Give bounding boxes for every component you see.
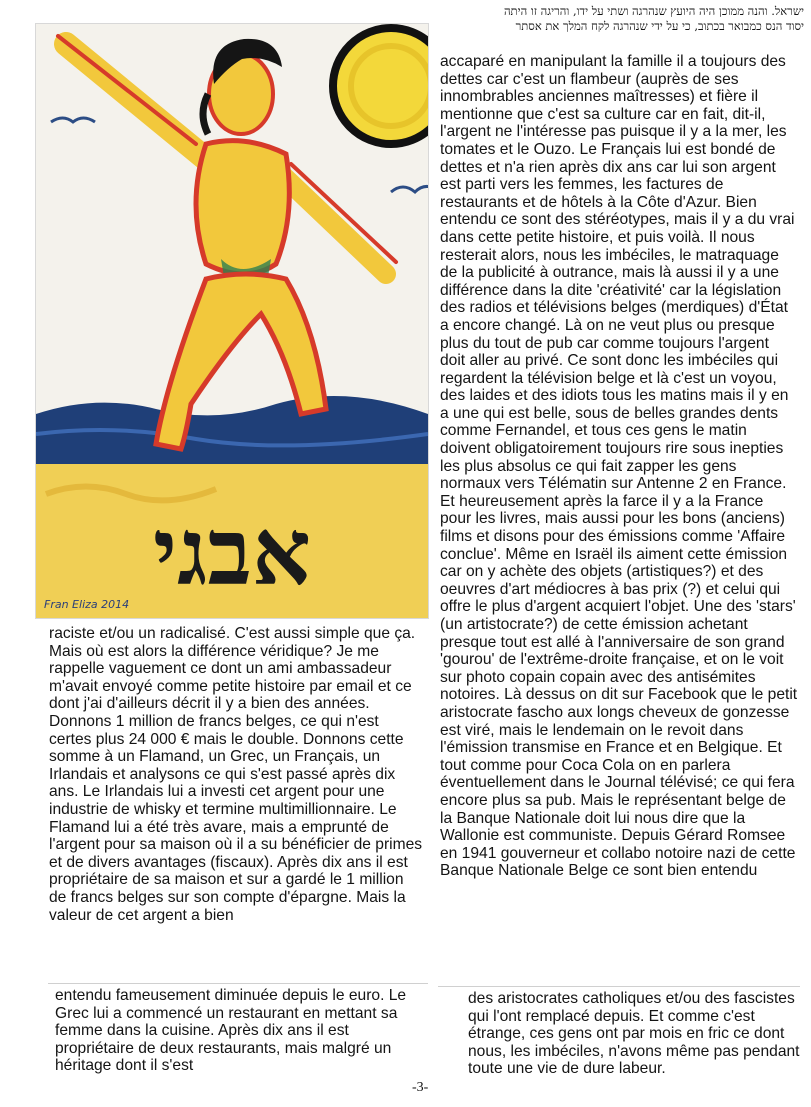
torso-shape [196,141,289,274]
left-column-divider [48,983,428,984]
painting-hebrew-letters: אבגי [153,498,311,606]
painting-svg [36,24,428,618]
left-column-top-text: raciste et/ou un radicalisé. C'est aussi simple que ça. Mais où est alors la différence véridique? Je me rappelle vaguement ce dont un ami ambassadeur m'avait envoyé comme petite histoire par email et ce dont j'ai d'ailleurs décrit il y a bien des années. Donnons 1 million de francs belges, ce qui n'est certes plus 24 000 € mais le double. Donnons cette somme à un Flamand, un Grec, un Français, un Irlandais et analysons ce qui s'est passé après dix ans. Le Irlandais lui a investi cet argent pour une industrie de whisky et termine multimillionnaire. Le Flamand lui a été très avare, mais a emprunté de l'argent pour sa maison où il a su bénéficier de primes et de divers avantages (fiscaux). Après dix ans il est propriétaire de sa maison et sur a gardé le 1 million de francs belges sur son compte d'épargne. Mais la valeur de cet argent a bien [49,625,423,924]
left-column-bottom-text: entendu fameusement diminuée depuis le euro. Le Grec lui a commencé un restaurant en mettant sa femme dans la cuisine. Après dix ans il est propriétaire de deux restaurants, mais malgré un héritage dont il s'est [55,987,407,1075]
right-column-top-text: accaparé en manipulant la famille il a toujours des dettes car c'est un flambeur (auprès de ses innombrables anciennes maîtresses) et fière il mentionne que c'est sa culture car en fait, dit-il, l'argent ne l'intéresse pas puisque il y a la mer, les tomates et le Ouzo. Le Français lui est bondé de dettes et n'a rien après dix ans car lui son argent est parti vers les femmes, les factures de restaurants et de hôtels à la Côte d'Azur. Bien entendu ce sont des stéréotypes, mais il y a du vrai dans cette petite histoire, et puis voilà. Il nous resterait alors, nous les imbéciles, le matraquage de la publicité à outrance, mais là aussi il y a une différence dans la dite 'créativité' car la législation des radios et télévisions belges (merdiques) d'État a encore changé. Là on ne veut plus ou presque plus du tout de pub car comme toujours l'argent doit aller au privé. Ce sont donc les imbéciles qui regardent la télévision belge et là c'est un voyou, des laides et des idiots tous les matins mais il y en a une qui est belle, sous de belles grandes dents comme Fernandel, et tous ces gens le matin doivent obligatoirement toujours rire sous inepties les plus absolus ce qui fait zapper les gens normaux vers Télématin sur Antenne 2 en France. Et heureusement après la farce il y a la France pour les livres, mais aussi pour les bons (anciens) films et disons pour des émissions comme 'Affaire conclue'. Même en Israël ils aiment cette émission car on y achète des objets (artistiques?) et des oeuvres d'art médiocres à bas prix (?) et celui qui offre le plus d'argent acquiert l'objet. Une des 'stars' (un artistocrate?) de cette émission achetant presque tout est allé à l'anniversaire de son grand 'gourou' de l'extrême-droite française, et on le voit sur photo copain copain avec des antisémites notoires. Là dessus on dit sur Facebook que le petit aristocrate fascho aux longs cheveux de gonzesse est viré, mais le lendemain on le revoit dans l'émission transmise en France et en Belgique. Et tout comme pour Coca Cola on en parlera éventuellement dans le Journal télévisé; ce qui fera encore plus sa pub. Mais le représentant belge de la Banque Nationale doit lui nous dire que la Wallonie est communiste. Depuis Gérard Romsee en 1941 gouverneur et collabo notoire nazi de cette Banque Nationale Belge ce sont bien entendu [440,53,798,880]
hebrew-header [432,4,804,34]
hebrew-line-2: יסוד הנס כמבואר בכתוב, כי על ידי שנהרגה לקח המלך את אסתר [515,19,804,33]
right-column-divider [438,986,800,987]
page-number: -3- [412,1080,429,1095]
right-column-bottom-text: des aristocrates catholiques et/ou des fascistes qui l'ont remplacé depuis. Et comme c'est étrange, ces gens ont par mois en fric ce dont nous, les imbéciles, n'avons même pas pendant toute une vie de dure labeur. [468,990,800,1078]
painting-illustration [35,23,429,619]
hebrew-line-1: ישראל. והנה ממוכן היה היועץ שנהרגה ושתי על ידו, והריגה זו היתה [503,4,804,18]
painting-signature: Fran Eliza 2014 [44,598,130,611]
